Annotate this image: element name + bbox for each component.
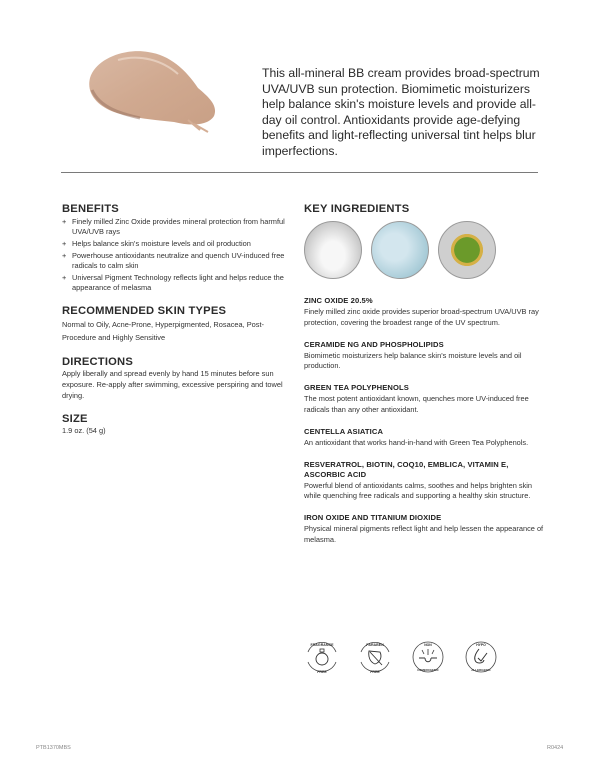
fragrance-free-badge — [303, 638, 341, 676]
size-text: 1.9 oz. (54 g) — [62, 426, 106, 436]
benefits-section — [62, 203, 287, 293]
pore-icon — [409, 638, 447, 676]
revision-code: R0424 — [547, 745, 564, 751]
ingredient-item — [304, 340, 544, 373]
ingredient-desc: The most potent antioxidant known, quenches more UV-induced free radicals than any other antioxidant. — [304, 394, 529, 414]
section-divider — [61, 172, 538, 173]
ingredient-name: RESVERATROL, BIOTIN, COQ10, EMBLICA, VITAMIN E, ASCORBIC ACID — [304, 459, 509, 479]
svg-text:ALLERGENIC: ALLERGENIC — [471, 668, 491, 672]
green-tea-matcha-image — [438, 221, 496, 279]
ingredient-name: IRON OXIDE AND TITANIUM DIOXIDE — [304, 513, 442, 523]
svg-text:PARABEN: PARABEN — [366, 643, 384, 647]
benefits-list — [62, 217, 287, 293]
product-code: PTB1370MBS — [36, 745, 71, 751]
ingredient-desc: Finely milled zinc oxide provides superior broad-spectrum UVA/UVB ray protection, covering the broadest range of the UV spectrum. — [304, 307, 539, 327]
directions-section — [62, 356, 287, 401]
key-ingredients-heading: KEY INGREDIENTS — [304, 203, 410, 215]
benefit-item: + Helps balance skin's moisture levels and oil production — [62, 239, 287, 249]
ingredient-images — [304, 221, 544, 279]
ingredient-item — [304, 460, 544, 503]
svg-text:FREE: FREE — [317, 670, 327, 674]
skin-types-section — [62, 305, 287, 344]
svg-text:NON: NON — [424, 643, 432, 647]
ingredient-desc: Powerful blend of antioxidants calms, soothes and helps brighten skin while quenching free radicals and supporting a healthy skin structure. — [304, 480, 533, 501]
leaf-icon — [356, 638, 394, 676]
hypoallergenic-badge — [462, 638, 500, 676]
svg-text:FRAGRANCE: FRAGRANCE — [310, 643, 334, 647]
ingredient-item — [304, 383, 544, 416]
benefit-item: + Finely milled Zinc Oxide provides mineral protection from harmful UVA/UVB rays — [62, 217, 287, 237]
product-badges — [303, 638, 500, 676]
directions-text: Apply liberally and spread evenly by hand 15 minutes before sun exposure. Re-apply after swimming, excessive perspiring and towel drying. — [62, 368, 283, 400]
ingredient-name: CERAMIDE NG AND PHOSPHOLIPIDS — [304, 339, 444, 349]
zinc-oxide-powder-image — [304, 221, 362, 279]
ingredient-name: ZINC OXIDE 20.5% — [304, 296, 373, 305]
svg-text:HYPO: HYPO — [476, 643, 486, 647]
right-column — [304, 203, 544, 557]
product-description: This all-mineral BB cream provides broad-spectrum UVA/UVB sun protection. Biomimetic moisturizers help balance skin's moisture levels and provide all-day oil control. Antioxidants provide age-defying benefits and light-reflecting universal tint helps blur imperfections. — [262, 66, 540, 158]
benefits-heading: BENEFITS — [62, 203, 119, 215]
ingredient-name: CENTELLA ASIATICA — [304, 426, 384, 436]
skin-types-text: Normal to Oily, Acne-Prone, Hyperpigmented, Rosacea, Post-Procedure and Highly Sensitive — [62, 319, 264, 342]
left-column — [62, 203, 287, 449]
ingredient-desc: Physical mineral pigments reflect light and help lessen the appearance of melasma. — [304, 524, 544, 544]
skin-types-heading: RECOMMENDED SKIN TYPES — [62, 304, 227, 317]
size-heading: SIZE — [62, 413, 88, 426]
ingredient-desc: An antioxidant that works hand-in-hand with Green Tea Polyphenols. — [304, 437, 529, 447]
perfume-bottle-icon — [303, 638, 341, 676]
ceramide-gel-image — [371, 221, 429, 279]
ingredient-item — [304, 427, 544, 449]
bb-cream-swatch-image — [78, 40, 238, 150]
benefit-item: + Universal Pigment Technology reflects light and helps reduce the appearance of melasma — [62, 273, 287, 293]
paraben-free-badge — [356, 638, 394, 676]
ingredient-item — [304, 296, 544, 329]
svg-text:FREE: FREE — [370, 670, 380, 674]
benefit-item: + Powerhouse antioxidants neutralize and quench UV-induced free radicals to calm skin — [62, 251, 287, 271]
svg-text:COMEDOGENIC: COMEDOGENIC — [417, 668, 439, 672]
size-section — [62, 413, 287, 437]
droplet-check-icon — [462, 638, 500, 676]
ingredient-item — [304, 513, 544, 546]
non-comedogenic-badge — [409, 638, 447, 676]
directions-heading: DIRECTIONS — [62, 355, 133, 368]
ingredient-name: GREEN TEA POLYPHENOLS — [304, 383, 409, 393]
ingredient-desc: Biomimetic moisturizers help balance skin's moisture levels and oil production. — [304, 350, 522, 371]
